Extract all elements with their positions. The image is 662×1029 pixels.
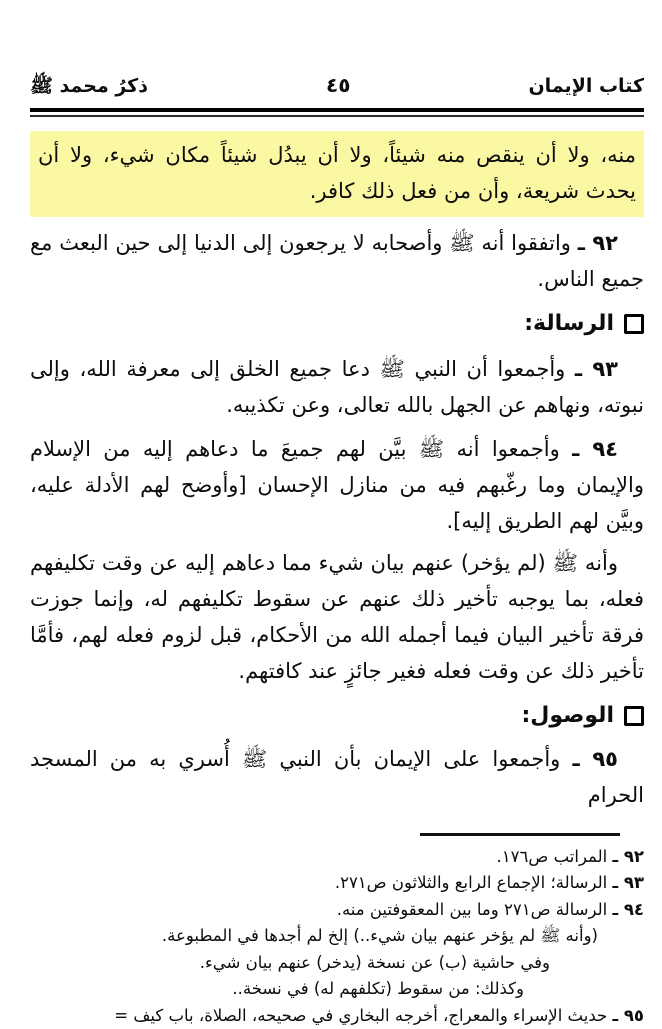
footnote-93-text: الرسالة؛ الإجماع الرابع والثلاثون ص٢٧١. xyxy=(335,873,607,892)
footnote-separator-rule xyxy=(420,833,620,836)
footnote-93-number: ٩٣ ـ xyxy=(612,873,644,892)
paragraph-93 xyxy=(30,351,644,423)
footnote-93 xyxy=(30,870,644,897)
paragraph-92-number: ٩٢ ـ xyxy=(578,231,618,255)
footnote-95 xyxy=(30,1003,644,1029)
paragraph-95 xyxy=(30,741,644,813)
section-heading-risala xyxy=(30,309,644,339)
footnote-94-note-2: وفي حاشية (ب) عن نسخة (يدخر) عنهم بيان شيء. xyxy=(30,950,644,977)
highlighted-paragraph: منه، ولا أن ينقص منه شيئاً، ولا أن يبدُل شيئاً مكان شيء، ولا أن يحدث شريعة، وأن من فعل ذلك كافر. xyxy=(30,131,644,217)
page-header xyxy=(30,73,644,102)
footnotes xyxy=(30,844,644,1029)
header-page-number: ٤٥ xyxy=(148,73,528,97)
paragraph-93-number: ٩٣ ـ xyxy=(575,357,618,381)
paragraph-94-text: وأجمعوا أنه ﷺ بيَّن لهم جميعَ ما دعاهم إليه من الإسلام والإيمان وما رغّبهم فيه من منازل الإحسان [وأوضح لهم الأدلة عليه، وبيَّن لهم الطريق إليه]. xyxy=(30,437,644,533)
header-chapter-title: ذكرُ محمد ﷺ xyxy=(30,74,148,102)
footnote-95-number: ٩٥ ـ xyxy=(612,1006,644,1025)
paragraph-94-continuation: وأنه ﷺ (لم يؤخر) عنهم بيان شيء مما دعاهم إليه عن وقت تكليفهم فعله، بما يوجبه تأخير ذلك عنهم عن سقوط تكليفهم له، وإنما جوزت فرقة تأخير البيان فيما أجمله الله من الأحكام، قبل لزوم فعله لهم، فأمَّا تأخير ذلك عن وقت فعله فغير جائزٍ عند كافتهم. xyxy=(30,545,644,689)
footnote-92 xyxy=(30,844,644,871)
paragraph-93-text: وأجمعوا أن النبي ﷺ دعا جميع الخلق إلى معرفة الله، وإلى نبوته، ونهاهم عن الجهل بالله تعالى، وعن تكذيبه. xyxy=(30,357,644,417)
section-heading-wusul-label: الوصول: xyxy=(521,701,614,731)
footnote-94-note-1: (وأنه ﷺ لم يؤخر عنهم بيان شيء..) إلخ لم أجدها في المطبوعة. xyxy=(30,923,644,950)
footnote-92-text: المراتب ص١٧٦. xyxy=(497,847,608,866)
square-bullet-icon xyxy=(624,706,644,726)
section-heading-wusul xyxy=(30,701,644,731)
paragraph-92 xyxy=(30,225,644,297)
paragraph-94-number: ٩٤ ـ xyxy=(572,437,618,461)
paragraph-95-text: وأجمعوا على الإيمان بأن النبي ﷺ أُسري به من المسجد الحرام xyxy=(30,747,644,807)
paragraph-94 xyxy=(30,431,644,539)
paragraph-95-number: ٩٥ ـ xyxy=(572,747,618,771)
footnote-94-number: ٩٤ ـ xyxy=(612,900,644,919)
header-rule xyxy=(30,108,644,117)
footnote-94 xyxy=(30,897,644,924)
footnote-94-text: الرسالة ص٢٧١ وما بين المعقوفتين منه. xyxy=(337,900,607,919)
header-book-title: كتاب الإيمان xyxy=(528,75,644,97)
paragraph-92-text: واتفقوا أنه ﷺ وأصحابه لا يرجعون إلى الدنيا إلى حين البعث مع جميع الناس. xyxy=(30,231,644,291)
square-bullet-icon xyxy=(624,314,644,334)
section-heading-risala-label: الرسالة: xyxy=(524,309,614,339)
footnote-94-note-3: وكذلك: من سقوط (تكلفهم له) في نسخة.. xyxy=(30,976,644,1003)
footnote-92-number: ٩٢ ـ xyxy=(612,847,644,866)
footnote-95-text: حديث الإسراء والمعراج، أخرجه البخاري في صحيحه، الصلاة، باب كيف = xyxy=(114,1006,607,1025)
